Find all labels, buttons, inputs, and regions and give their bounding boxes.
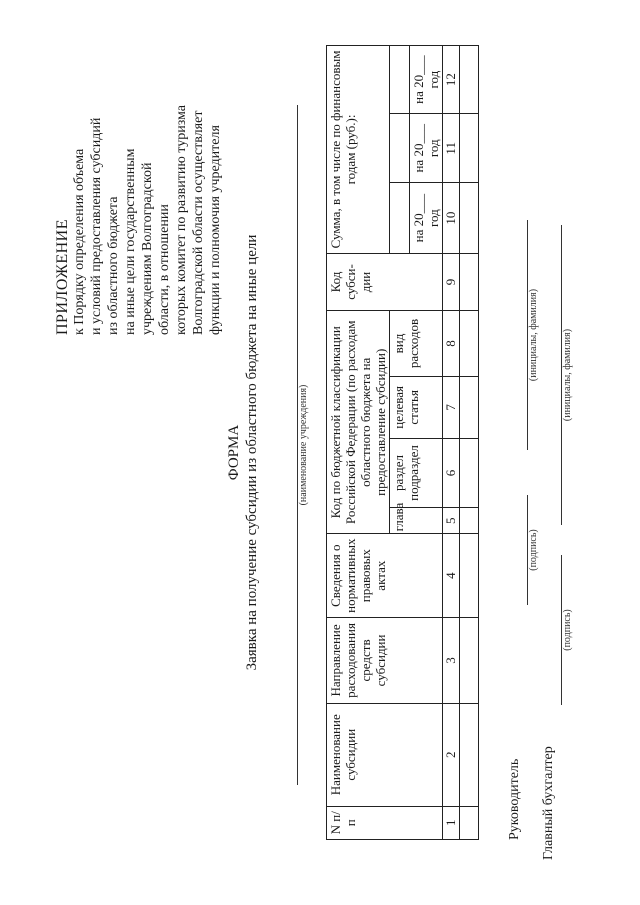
appendix-line: Волгоградской области осуществляет: [191, 110, 206, 335]
header-sum: Сумма, в том числе по финансовым годам (руб.):: [327, 46, 390, 254]
column-number: 2: [443, 703, 460, 806]
empty-cell: [460, 253, 479, 310]
column-number: 7: [443, 376, 460, 438]
appendix-line: учреждениям Волгоградской: [140, 162, 155, 335]
empty-cell: [460, 534, 479, 618]
institution-caption: (наименование учреждения): [298, 384, 309, 506]
header-subsidy-code: Код субси-дии: [327, 253, 443, 310]
column-number: 9: [443, 253, 460, 310]
form-label: ФОРМА: [226, 424, 242, 481]
subsidy-table: [326, 45, 479, 840]
header-year: на 20___ год: [410, 46, 443, 114]
column-number: 4: [443, 534, 460, 618]
column-number: 10: [443, 183, 460, 253]
table-row: [460, 46, 479, 840]
header-blank: [390, 114, 410, 183]
appendix-line: из областного бюджета: [106, 196, 121, 335]
accountant-label: Главный бухгалтер: [541, 746, 556, 860]
header-num: N п/п: [327, 806, 443, 839]
header-year: на 20___ год: [410, 114, 443, 183]
appendix-line: которых комитет по развитию туризма: [174, 104, 189, 335]
accountant-initials-caption: (инициалы, фамилия): [562, 328, 573, 422]
column-number: 11: [443, 114, 460, 183]
appendix-line: области, в отношении: [157, 204, 172, 335]
header-blank: [390, 183, 410, 253]
column-number: 12: [443, 46, 460, 114]
accountant-sign-caption: (подпись): [562, 609, 573, 651]
empty-cell: [460, 114, 479, 183]
header-direction: Направление расходования средств субсидии: [327, 617, 443, 703]
appendix-line: и условий предоставления субсидий: [89, 117, 104, 335]
appendix-line: к Порядку определения объема: [72, 148, 87, 335]
head-label: Руководитель: [507, 758, 522, 840]
header-year: на 20___ год: [410, 183, 443, 253]
empty-cell: [460, 703, 479, 806]
header-name: Наименование субсидии: [327, 703, 443, 806]
column-number: 8: [443, 311, 460, 377]
header-acts: Сведения о нормативных правовых актах: [327, 534, 443, 618]
header-blank: [390, 46, 410, 114]
empty-cell: [460, 376, 479, 438]
empty-cell: [460, 183, 479, 253]
form-title: Заявка на получение субсидии из областного бюджета на иные цели: [244, 234, 260, 671]
empty-cell: [460, 438, 479, 507]
header-razdel: раздел подраздел: [390, 438, 443, 507]
empty-cell: [460, 508, 479, 534]
empty-cell: [460, 46, 479, 114]
header-glava: глава: [390, 508, 443, 534]
header-vid: вид расходов: [390, 311, 443, 377]
empty-cell: [460, 617, 479, 703]
appendix-heading: ПРИЛОЖЕНИЕ: [54, 218, 71, 335]
column-number: 3: [443, 617, 460, 703]
column-number: 1: [443, 806, 460, 839]
header-statya: целевая статья: [390, 376, 443, 438]
column-number: 6: [443, 438, 460, 507]
appendix-block: [54, 105, 224, 335]
empty-cell: [460, 311, 479, 377]
empty-cell: [460, 806, 479, 839]
appendix-line: функции и полномочия учредителя: [208, 125, 223, 335]
head-sign-caption: (подпись): [528, 529, 539, 571]
head-initials-caption: (инициалы, фамилия): [528, 288, 539, 382]
column-number: 5: [443, 508, 460, 534]
appendix-line: на иные цели государственным: [123, 148, 138, 335]
header-budget-code: Код по бюджетной классификации Российской Федерации (по расходам областного бюджета на предоставление субсидии): [327, 311, 390, 534]
